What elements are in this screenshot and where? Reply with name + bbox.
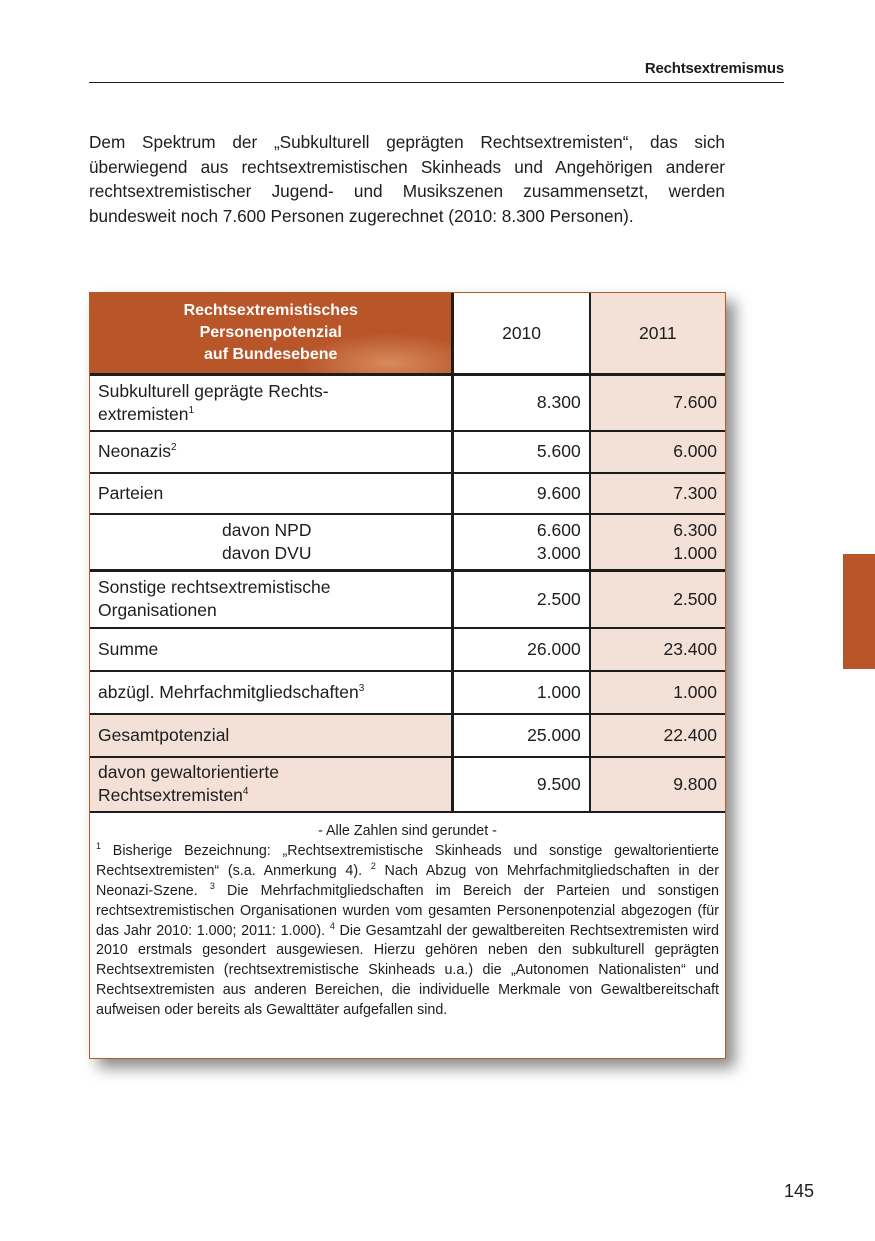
value-2011: 7.300 (590, 473, 725, 514)
row-label: Subkulturell geprägte Rechts- extremisten$^1$ (90, 375, 453, 431)
value-2011: 22.400 (590, 714, 725, 757)
value-2010: 9.500 (453, 757, 590, 812)
table-footnotes (90, 812, 725, 1021)
footnote-text: $^1$ Bisherige Bezeichnung: „Rechtsextremistische Skinheads und sonstige gewaltorientierte Rechtsextremisten“ (s.a. Anmerkung 4). $^2$ Nach Abzug von Mehrfachmitgliedschaften in der Neonazi-Szene. $^3$ Die Mehrfachmitgliedschaften im Bereich der Parteien und sonstigen rechtsextremistischen Organisationen wurden vom gesamten Personenpotenzial abgezogen (für das Jahr 2010: 1.000; 2011: 1.000). $^4$ Die Gesamtzahl der gewaltbereiten Rechtsextremisten wird 2010 erstmals gesondert ausgewiesen. Hierzu gehören neben den subkulturell geprägten Rechtsextremisten (rechtsextremistische Skinheads u.a.) die „Autonomen Nationalisten“ und Rechtsextremisten aus anderen Bereichen, die individuelle Merkmale von Gewaltbereitschaft aufweisen oder bereits als Gewalttäter aufgefallen sind. (96, 840, 720, 1019)
row-label: davon NPD davon DVU (90, 514, 453, 571)
table-row (90, 757, 725, 812)
page-number: 145 (784, 1181, 815, 1201)
table-row (90, 514, 725, 571)
personenpotenzial-table-box (89, 292, 726, 1059)
table-row (90, 628, 725, 671)
header-line-1: Rechtsextremistisches (183, 302, 358, 319)
table-row (90, 571, 725, 628)
header-line-3: auf Bundesebene (204, 346, 338, 363)
rounded-note: - Alle Zahlen sind gerundet - (318, 823, 497, 839)
table-row (90, 431, 725, 473)
value-2011: 2.500 (590, 571, 725, 628)
table-row (90, 714, 725, 757)
value-2010: 8.300 (453, 375, 590, 431)
value-2011: 6.300 1.000 (590, 514, 725, 571)
value-2011: 7.600 (590, 375, 725, 431)
chapter-thumb-tab (843, 554, 875, 669)
value-2011: 1.000 (590, 671, 725, 714)
value-2011: 23.400 (590, 628, 725, 671)
value-2010: 2.500 (453, 571, 590, 628)
value-2010: 5.600 (453, 431, 590, 473)
table-row (90, 473, 725, 514)
table-row (90, 671, 725, 714)
running-head: Rechtsextremismus (89, 58, 784, 83)
intro-paragraph: Dem Spektrum der „Subkulturell geprägten Rechtsextremisten“, das sich überwiegend aus rechtsextremistischen Skinheads und Angehörigen anderer rechtsextremistischer Jugend- und Musikszenen zusammensetzt, werden bundesweit noch 7.600 Personen zugerechnet (2010: 8.300 Personen). (89, 132, 725, 226)
row-label: Sonstige rechtsextremistische Organisationen (90, 571, 453, 628)
row-label: davon gewaltorientierte Rechtsextremisten$^4$ (90, 757, 453, 812)
value-2011: 6.000 (590, 431, 725, 473)
row-label: abzügl. Mehrfachmitgliedschaften$^3$ (90, 671, 453, 714)
row-label: Summe (90, 628, 453, 671)
value-2010: 9.600 (453, 473, 590, 514)
header-year-2010: 2010 (453, 293, 590, 375)
row-label: Gesamtpotenzial (90, 714, 453, 757)
table-row (90, 375, 725, 431)
value-2010: 1.000 (453, 671, 590, 714)
value-2010: 26.000 (453, 628, 590, 671)
header-year-2011: 2011 (590, 293, 725, 375)
header-line-2: Personenpotenzial (199, 324, 342, 341)
value-2010: 6.600 3.000 (453, 514, 590, 571)
row-label: Neonazis$^2$ (90, 431, 453, 473)
value-2010: 25.000 (453, 714, 590, 757)
personenpotenzial-table (90, 293, 725, 813)
table-header-label (90, 293, 453, 375)
value-2011: 9.800 (590, 757, 725, 812)
row-label: Parteien (90, 473, 453, 514)
